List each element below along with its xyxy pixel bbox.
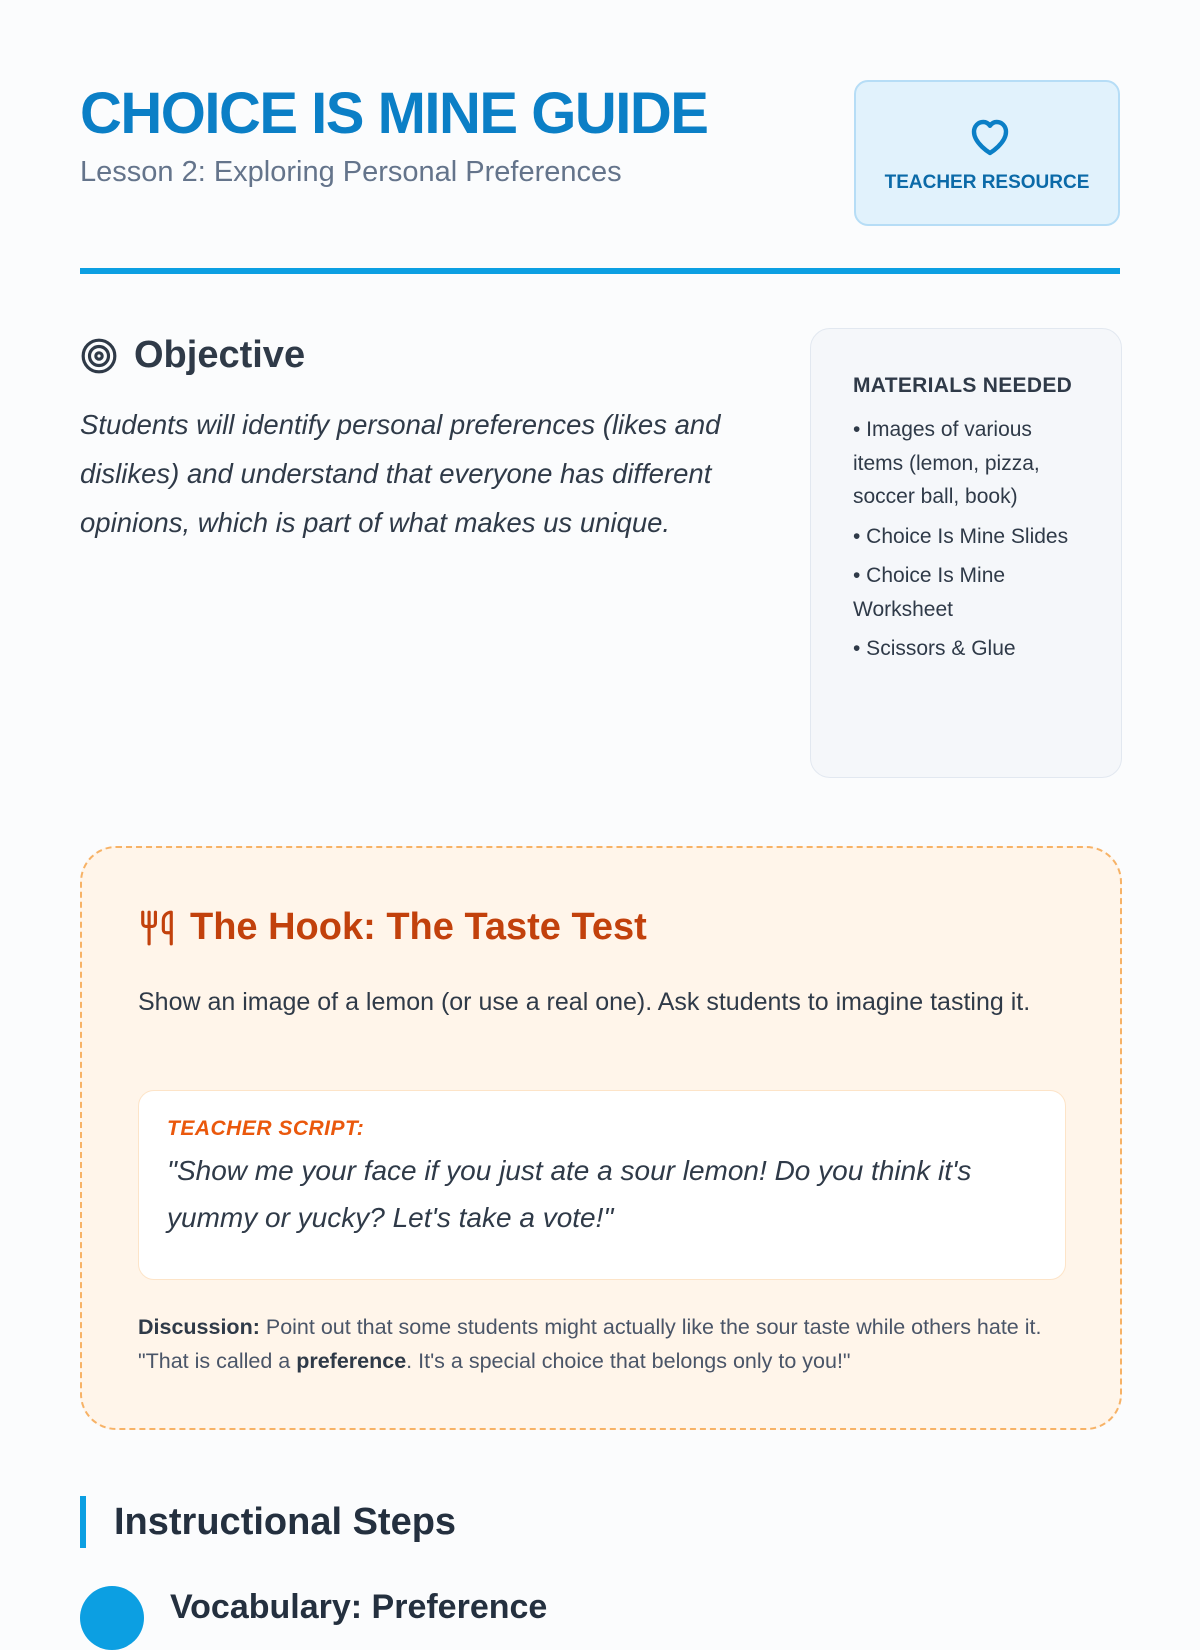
hook-title: The Hook: The Taste Test [190,906,647,948]
utensils-icon [138,908,176,948]
materials-list [853,413,1081,666]
objective-text: Students will identify personal preferences (likes and dislikes) and understand that everyone has different opinions, which is part of what makes us unique. [80,409,721,538]
target-icon [80,337,118,375]
discussion-text-part: . It's a special choice that belongs only to you!" [406,1349,851,1373]
badge-label: TEACHER RESOURCE [884,172,1090,193]
hook-intro: Show an image of a lemon (or use a real one). Ask students to imagine tasting it. [138,988,1031,1016]
teacher-script-box [138,1090,1066,1280]
page-header [80,80,1120,230]
materials-item: • Choice Is Mine Worksheet [853,564,1006,621]
discussion-text-part: Point out that some students might actually like the sour taste while others hate it. "That is called a [138,1315,1042,1373]
page-subtitle: Lesson 2: Exploring Personal Preferences [80,156,622,188]
materials-item: • Scissors & Glue [853,637,1016,660]
heart-icon [964,112,1016,160]
objective-heading [80,334,305,377]
header-divider [80,268,1120,274]
steps-heading [80,1496,456,1548]
discussion-text [138,1310,1068,1378]
hook-card [80,846,1122,1430]
steps-title: Instructional Steps [114,1500,457,1543]
materials-panel [810,328,1122,778]
objective-title: Objective [134,334,306,376]
materials-item: • Images of various items (lemon, pizza, soccer ball, book) [853,418,1040,508]
materials-title: MATERIALS NEEDED [853,374,1073,397]
page-title: CHOICE IS MINE GUIDE [80,81,708,146]
discussion-label: Discussion: [138,1315,260,1339]
script-label: TEACHER SCRIPT: [167,1117,365,1140]
materials-item: • Choice Is Mine Slides [853,524,1069,548]
discussion-bold-term: preference [296,1349,407,1373]
script-quote: "Show me your face if you just ate a sour lemon! Do you think it's yummy or yucky? Let's take a vote!" [167,1155,972,1233]
hook-heading [138,906,647,949]
teacher-resource-badge [854,80,1120,226]
step-title: Vocabulary: Preference [170,1588,548,1626]
step-number-badge [80,1586,144,1650]
